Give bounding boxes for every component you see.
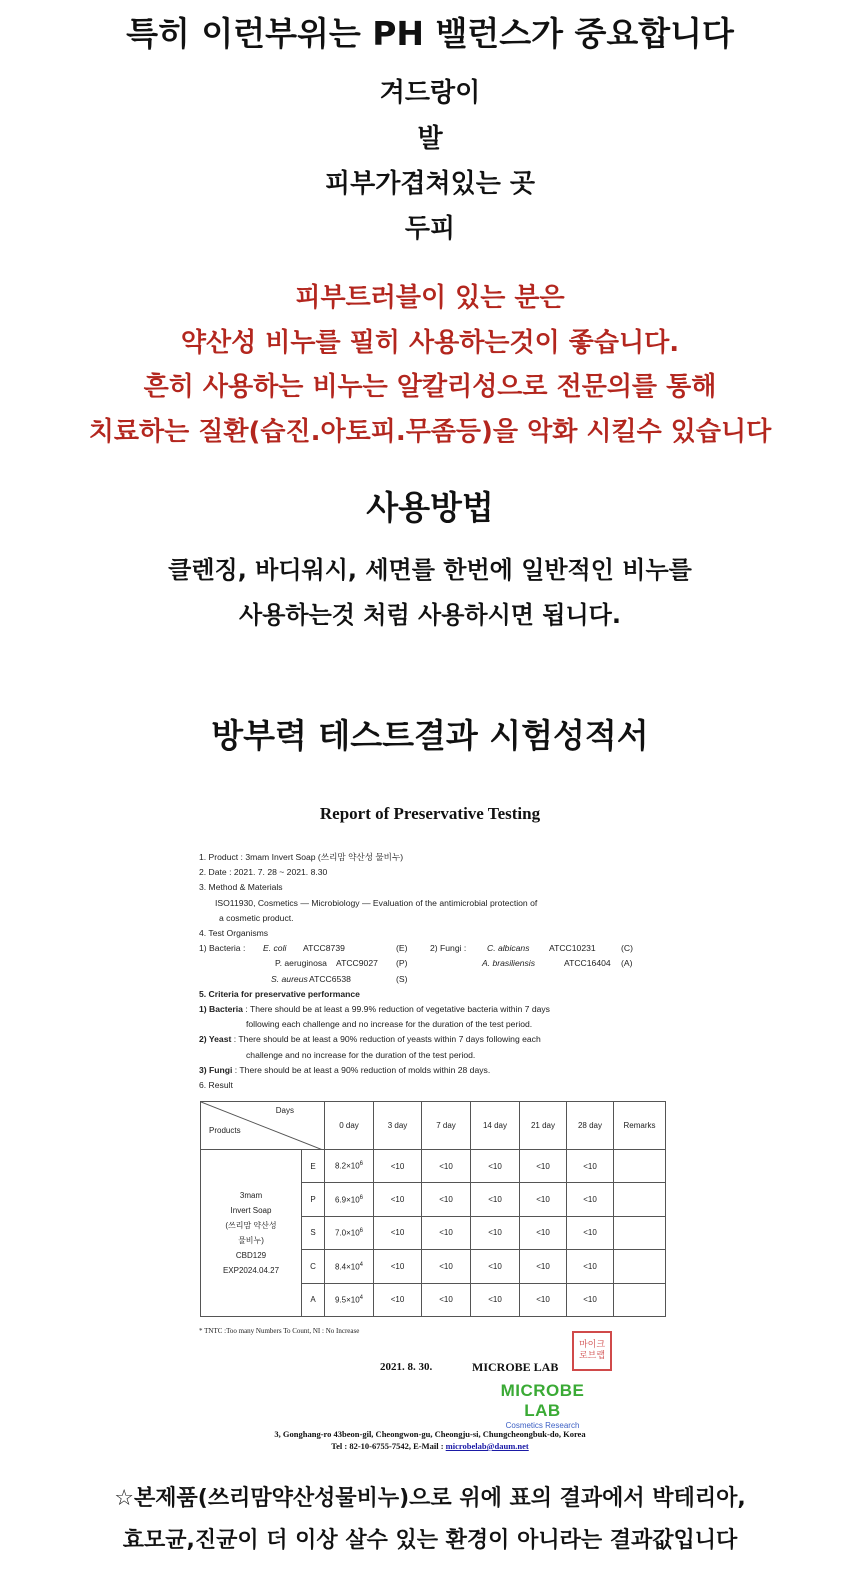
times-ten: ×10 [346,1295,360,1305]
warning-line-1: 피부트러블이 있는 분은 [295,283,565,313]
sign-date: 2021. 8. 30. [380,1361,433,1373]
criteria-yeast [199,1032,669,1047]
count-mantissa: 8.4 [334,1262,347,1272]
headline: 특히 이런부위는 PH 밸런스가 중요합니다 [126,14,734,53]
organism-name: C. albicans [487,943,530,954]
corner-days: Days [275,1106,294,1115]
report-date: 2. Date : 2021. 7. 28 ~ 2021. 8.30 [199,867,328,878]
column-header: 0 day [325,1102,374,1150]
warning-line-3: 흔히 사용하는 비누는 알칼리성으로 전문의를 통해 [143,372,717,402]
organism-tag: (A) [621,958,633,969]
result-cell: <10 [567,1183,614,1216]
microbe-lab-logo [480,1381,605,1430]
result-cell: <10 [422,1283,471,1316]
result-cell: <10 [520,1216,567,1249]
result-table [200,1101,666,1317]
result-cell: <10 [422,1183,471,1216]
organism-cell: C [302,1250,325,1283]
criteria-fungi [199,1063,669,1078]
result-cell: <10 [520,1150,567,1183]
criteria-label: 2) Yeast [199,1034,232,1045]
organism-code: ATCC8739 [303,943,345,954]
result-cell: <10 [567,1250,614,1283]
initial-count-cell [325,1216,374,1249]
result-cell: <10 [567,1150,614,1183]
remarks-cell [614,1183,666,1216]
product-cell [201,1150,302,1317]
result-cell: <10 [471,1283,520,1316]
seal-text: 마이크로브랩 [578,1340,606,1361]
lab-contact [0,1441,860,1451]
organism-name: P. aeruginosa [275,958,327,969]
column-header: 21 day [520,1102,567,1150]
organism-code: ATCC16404 [564,958,611,969]
logo-main: MICROBE LAB [500,1381,585,1420]
column-header: 7 day [422,1102,471,1150]
bacteria-label: 1) Bacteria : [199,943,246,954]
report-method-heading: 3. Method & Materials [199,882,283,893]
report-title: Report of Preservative Testing [319,804,541,823]
body-part-scalp: 두피 [404,214,456,244]
result-cell: <10 [471,1250,520,1283]
initial-count-cell [325,1283,374,1316]
report-organisms-heading: 4. Test Organisms [199,928,269,939]
body-part-armpit: 겨드랑이 [379,78,481,108]
organism-cell: S [302,1216,325,1249]
initial-count-cell [325,1183,374,1216]
result-cell: <10 [520,1183,567,1216]
remarks-cell [614,1283,666,1316]
contact-prefix: Tel : 82-10-6755-7542, E-Mail : [331,1441,446,1451]
result-rows [201,1150,666,1317]
count-exponent: 4 [359,1294,364,1301]
criteria-text: : There should be at least a 99.9% reduction of vegetative bacteria within 7 days [242,1003,550,1014]
body-part-skin-folds: 피부가겹쳐있는 곳 [325,169,535,199]
usage-line-2: 사용하는것 처럼 사용하시면 됩니다. [239,601,621,629]
product-line: (쓰리맘 약산성 [225,1220,277,1230]
result-cell: <10 [520,1250,567,1283]
lab-address: 3, Gonghang-ro 43beon-gil, Cheongwon-gu, Cheongju-si, Chungcheongbuk-do, Korea [274,1429,586,1439]
warning-line-2: 약산성 비누를 필히 사용하는것이 좋습니다. [180,328,680,358]
table-footnote: * TNTC :Too many Numbers To Count, NI : No Increase [199,1327,360,1335]
organism-name: S. aureus [271,973,308,984]
organism-tag: (P) [396,958,408,969]
criteria-label: 1) Bacteria [199,1003,243,1014]
criteria-text-cont: challenge and no increase for the duration of the test period. [246,1049,476,1060]
organism-cell: P [302,1183,325,1216]
count-exponent: 4 [359,1261,364,1268]
product-line: 3mam [239,1190,263,1200]
test-section-title: 방부력 테스트결과 시험성적서 [211,716,649,755]
table-corner [201,1102,325,1150]
body-part-foot: 발 [417,124,443,154]
usage-title: 사용방법 [366,488,494,527]
corner-products: Products [209,1126,241,1135]
count-mantissa: 7.0 [334,1228,347,1238]
organism-cell: E [302,1150,325,1183]
result-cell: <10 [374,1150,422,1183]
criteria-text: : There should be at least a 90% reduction of yeasts within 7 days following each [231,1034,541,1045]
warning-line-4: 치료하는 질환(습진.아토피.무좀등)을 악화 시킬수 있습니다 [88,417,772,447]
fungi-label: 2) Fungi : [430,943,467,954]
initial-count-cell [325,1250,374,1283]
result-cell: <10 [422,1150,471,1183]
organism-code: ATCC10231 [549,943,596,954]
product-line: 물비누) [238,1235,264,1245]
result-cell: <10 [471,1216,520,1249]
report-product: 1. Product : 3mam Invert Soap (쓰리맘 약산성 물비누) [199,852,404,862]
column-header: Remarks [614,1102,666,1150]
result-cell: <10 [567,1216,614,1249]
table-row [201,1150,666,1183]
organism-name: E. coli [263,943,287,954]
remarks-cell [614,1216,666,1249]
product-line: CBD129 [235,1250,267,1260]
result-cell: <10 [471,1183,520,1216]
report-result-heading: 6. Result [199,1080,233,1090]
organisms-row-2 [199,956,669,971]
organisms-row-3 [199,972,669,987]
organisms-row-1 [199,941,669,956]
criteria-bacteria [199,1002,669,1017]
remarks-cell [614,1250,666,1283]
result-cell: <10 [422,1216,471,1249]
times-ten: ×10 [346,1195,360,1205]
usage-line-1: 클렌징, 바디워시, 세면를 한번에 일반적인 비누를 [168,556,692,584]
criteria-label: 3) Fungi [199,1064,233,1075]
count-mantissa: 6.9 [334,1195,347,1205]
conclusion-line-1: ☆본제품(쓰리맘약산성물비누)으로 위에 표의 결과에서 박테리아, [114,1486,746,1511]
organism-tag: (C) [621,943,633,954]
times-ten: ×10 [346,1228,360,1238]
result-cell: <10 [471,1150,520,1183]
organism-tag: (E) [396,943,408,954]
result-cell: <10 [374,1216,422,1249]
result-cell: <10 [422,1250,471,1283]
organism-code: ATCC6538 [309,973,351,984]
product-line: EXP2024.04.27 [222,1265,280,1275]
product-line: Invert Soap [230,1205,272,1215]
conclusion-line-2: 효모균,진균이 더 이상 살수 있는 환경이 아니라는 결과값입니다 [122,1528,738,1553]
times-ten: ×10 [346,1262,360,1272]
count-mantissa: 8.2 [334,1162,347,1172]
organism-name: A. brasiliensis [482,958,536,969]
result-cell: <10 [567,1283,614,1316]
report-method-line1: ISO11930, Cosmetics — Microbiology — Evaluation of the antimicrobial protection of [215,897,538,908]
count-exponent: 6 [359,1228,364,1235]
result-cell: <10 [374,1250,422,1283]
criteria-text: : There should be at least a 90% reduction of molds within 28 days. [232,1064,491,1075]
column-header: 28 day [567,1102,614,1150]
column-header: 3 day [374,1102,422,1150]
result-cell: <10 [520,1283,567,1316]
criteria-text-cont: following each challenge and no increase for the duration of the test period. [246,1019,533,1030]
count-exponent: 6 [359,1194,364,1201]
report-criteria-heading: 5. Criteria for preservative performance [199,988,360,999]
count-exponent: 6 [359,1161,364,1168]
report-method-line2: a cosmetic product. [219,912,294,923]
lab-email-link[interactable]: microbelab@daum.net [445,1441,529,1451]
lab-name: MICROBE LAB [472,1360,559,1374]
report-body [199,850,669,1093]
result-cell: <10 [374,1283,422,1316]
logo-sub: Cosmetics Research [505,1421,580,1430]
count-mantissa: 9.5 [334,1295,347,1305]
organism-code: ATCC9027 [336,958,378,969]
column-header: 14 day [471,1102,520,1150]
organism-tag: (S) [396,973,408,984]
remarks-cell [614,1150,666,1183]
lab-seal-stamp [572,1331,612,1371]
initial-count-cell [325,1150,374,1183]
result-cell: <10 [374,1183,422,1216]
organism-cell: A [302,1283,325,1316]
times-ten: ×10 [346,1162,360,1172]
